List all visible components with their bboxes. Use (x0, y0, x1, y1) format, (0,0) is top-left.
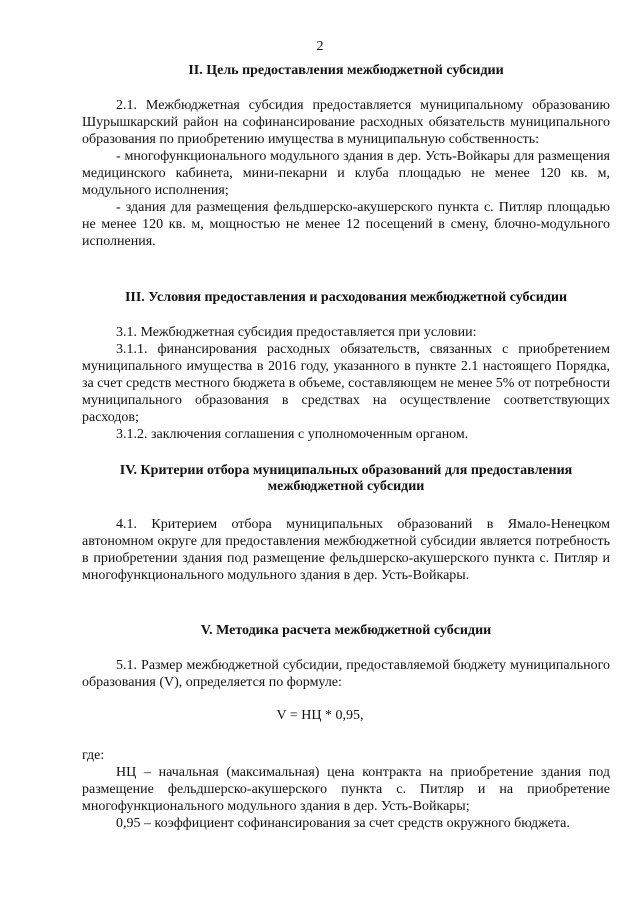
definition-coefficient: 0,95 – коэффициент софинансирования за счет средств окружного бюджета. (116, 816, 570, 831)
section-4-title (82, 463, 610, 495)
paragraph-2-1: 2.1. Межбюджетная субсидия предоставляется муниципальному образованию Шурышкарский район на софинансирование расходных обязательств муниципального образования по приобретению имущества в муниципальную собственность: (82, 98, 610, 147)
where-label: где: (82, 748, 105, 763)
section-4-title-line-2: межбюджетной субсидии (267, 479, 425, 494)
section-2-body (82, 97, 610, 250)
paragraph-2-1-item-2: - здания для размещения фельдшерско-акушерского пункта с. Питляр площадью не менее 120 кв. м, мощностью не менее 12 посещений в смену, блочно-модульного исполнения. (82, 200, 610, 249)
section-5-title: V. Методика расчета межбюджетной субсидии (200, 623, 492, 638)
section-3-title: III. Условия предоставления и расходования межбюджетной субсидии (124, 290, 568, 305)
paragraph-2-1-item-1: - многофункционального модульного здания в дер. Усть-Войкары для размещения медицинского кабинета, мини-пекарни и клуба площадью не менее 120 кв. м, модульного исполнения; (82, 149, 610, 198)
page-number: 2 (316, 39, 324, 54)
paragraph-4-1: 4.1. Критерием отбора муниципальных образований в Ямало-Ненецком автономном округе для предоставления межбюджетной субсидии является потребность в приобретении здания под размещение фельдшерско-акушерского пункта с. Питляр и многофункционального модульного здания в дер. Усть-Войкары. (82, 517, 610, 583)
definition-nc: НЦ – начальная (максимальная) цена контракта на приобретение здания под размещение фельдшерско-акушерского пункта с. Питляр и на приобретение многофункционального модульного здания в дер. Усть-Войкары; (82, 765, 610, 814)
paragraph-3-1-2: 3.1.2. заключения соглашения с уполномоченным органом. (116, 427, 469, 442)
section-4-title-line-1: IV. Критерии отбора муниципальных образований для предоставления (119, 463, 573, 478)
section-3-body (82, 324, 610, 443)
formula-definitions (82, 747, 610, 832)
paragraph-3-1-1: 3.1.1. финансирования расходных обязательств, связанных с приобретением муниципального имущества в 2016 году, указанного в пункте 2.1 настоящего Порядка, за счет средств местного бюджета в объеме, составляющем не менее 5% от потребности муниципального образования в средствах на осуществление соответствующих расходов; (82, 342, 610, 425)
paragraph-5-1: 5.1. Размер межбюджетной субсидии, предоставляемой бюджету муниципального образования (V), определяется по формуле: (82, 658, 610, 690)
formula: V = НЦ * 0,95, (276, 708, 364, 723)
section-2-title: II. Цель предоставления межбюджетной субсидии (188, 63, 504, 78)
section-5-body (82, 657, 610, 691)
paragraph-3-1: 3.1. Межбюджетная субсидия предоставляется при условии: (116, 325, 477, 340)
section-4-body (82, 516, 610, 584)
